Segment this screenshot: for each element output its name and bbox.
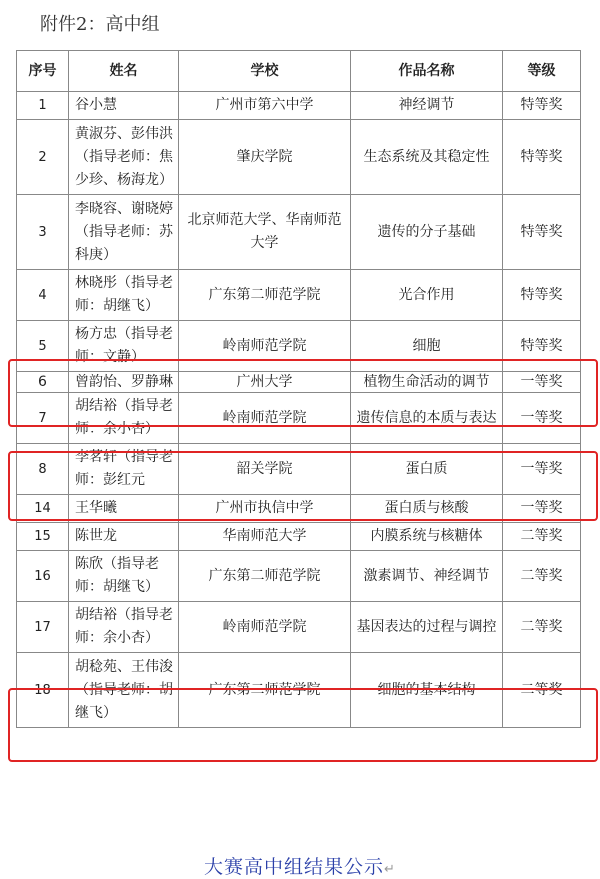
cell-work: 细胞的基本结构 — [351, 653, 503, 728]
cell-name: 王华曦 — [69, 495, 179, 523]
cell-level: 二等奖 — [503, 602, 581, 653]
cell-level: 特等奖 — [503, 270, 581, 321]
cell-no: 8 — [17, 444, 69, 495]
document-title: 附件2：高中组 — [40, 14, 160, 35]
cell-no: 14 — [17, 495, 69, 523]
cell-school: 广州大学 — [179, 372, 351, 393]
cell-work: 遗传的分子基础 — [351, 195, 503, 270]
cell-school: 广东第二师范学院 — [179, 270, 351, 321]
cell-school: 肇庆学院 — [179, 120, 351, 195]
highlight-box-row-7 — [8, 451, 598, 521]
cell-name: 谷小慧 — [69, 92, 179, 120]
cell-work: 光合作用 — [351, 270, 503, 321]
cell-work: 生态系统及其稳定性 — [351, 120, 503, 195]
cell-school: 岭南师范学院 — [179, 602, 351, 653]
column-header-work: 作品名称 — [351, 51, 503, 92]
table-row — [17, 602, 581, 653]
cell-level: 特等奖 — [503, 195, 581, 270]
cell-no: 5 — [17, 321, 69, 372]
cell-work: 蛋白质 — [351, 444, 503, 495]
cell-school: 华南师范大学 — [179, 523, 351, 551]
cell-level: 特等奖 — [503, 92, 581, 120]
column-header-no: 序号 — [17, 51, 69, 92]
cell-work: 遗传信息的本质与表达 — [351, 393, 503, 444]
cell-level: 二等奖 — [503, 653, 581, 728]
column-header-school: 学校 — [179, 51, 351, 92]
cell-level: 特等奖 — [503, 120, 581, 195]
cell-level: 特等奖 — [503, 321, 581, 372]
table-row — [17, 270, 581, 321]
cell-school: 广州市第六中学 — [179, 92, 351, 120]
paragraph-mark-icon: ↵ — [384, 862, 396, 877]
cell-name: 林晓彤（指导老师：胡继飞） — [69, 270, 179, 321]
cell-name: 陈欣（指导老师：胡继飞） — [69, 551, 179, 602]
cell-no: 18 — [17, 653, 69, 728]
cell-no: 15 — [17, 523, 69, 551]
table-row — [17, 92, 581, 120]
cell-name: 胡结裕（指导老师：余小杏） — [69, 602, 179, 653]
cell-name: 杨方忠（指导老师：文静） — [69, 321, 179, 372]
cell-level: 一等奖 — [503, 444, 581, 495]
cell-work: 神经调节 — [351, 92, 503, 120]
caption-text: 大赛高中组结果公示 — [204, 856, 385, 878]
table-row — [17, 120, 581, 195]
cell-level: 二等奖 — [503, 551, 581, 602]
cell-name: 陈世龙 — [69, 523, 179, 551]
caption — [0, 852, 600, 879]
highlight-box-row-5 — [8, 359, 598, 427]
cell-school: 韶关学院 — [179, 444, 351, 495]
cell-school: 北京师范大学、华南师范大学 — [179, 195, 351, 270]
highlight-box-row-17 — [8, 688, 598, 762]
cell-no: 17 — [17, 602, 69, 653]
cell-work: 植物生命活动的调节 — [351, 372, 503, 393]
table-row — [17, 523, 581, 551]
cell-level: 一等奖 — [503, 372, 581, 393]
cell-name: 曾韵怡、罗静琳 — [69, 372, 179, 393]
column-header-level: 等级 — [503, 51, 581, 92]
cell-work: 内膜系统与核糖体 — [351, 523, 503, 551]
cell-work: 激素调节、神经调节 — [351, 551, 503, 602]
cell-school: 广东第二师范学院 — [179, 653, 351, 728]
cell-no: 6 — [17, 372, 69, 393]
cell-work: 细胞 — [351, 321, 503, 372]
cell-level: 一等奖 — [503, 393, 581, 444]
cell-school: 岭南师范学院 — [179, 321, 351, 372]
cell-no: 16 — [17, 551, 69, 602]
cell-level: 一等奖 — [503, 495, 581, 523]
column-header-name: 姓名 — [69, 51, 179, 92]
cell-school: 广州市执信中学 — [179, 495, 351, 523]
table-row — [17, 551, 581, 602]
cell-no: 7 — [17, 393, 69, 444]
cell-name: 李晓容、谢晓婷（指导老师：苏科庚） — [69, 195, 179, 270]
cell-name: 李茗轩（指导老师：彭红元 — [69, 444, 179, 495]
cell-no: 4 — [17, 270, 69, 321]
cell-work: 蛋白质与核酸 — [351, 495, 503, 523]
cell-work: 基因表达的过程与调控 — [351, 602, 503, 653]
table-header-row — [17, 51, 581, 92]
cell-name: 黄淑芬、彭伟洪（指导老师：焦少珍、杨海龙） — [69, 120, 179, 195]
cell-no: 3 — [17, 195, 69, 270]
cell-name: 胡结裕（指导老师：余小杏） — [69, 393, 179, 444]
table-row — [17, 195, 581, 270]
cell-no: 2 — [17, 120, 69, 195]
cell-name: 胡稔苑、王伟浚（指导老师：胡继飞） — [69, 653, 179, 728]
cell-school: 广东第二师范学院 — [179, 551, 351, 602]
cell-no: 1 — [17, 92, 69, 120]
cell-school: 岭南师范学院 — [179, 393, 351, 444]
cell-level: 二等奖 — [503, 523, 581, 551]
